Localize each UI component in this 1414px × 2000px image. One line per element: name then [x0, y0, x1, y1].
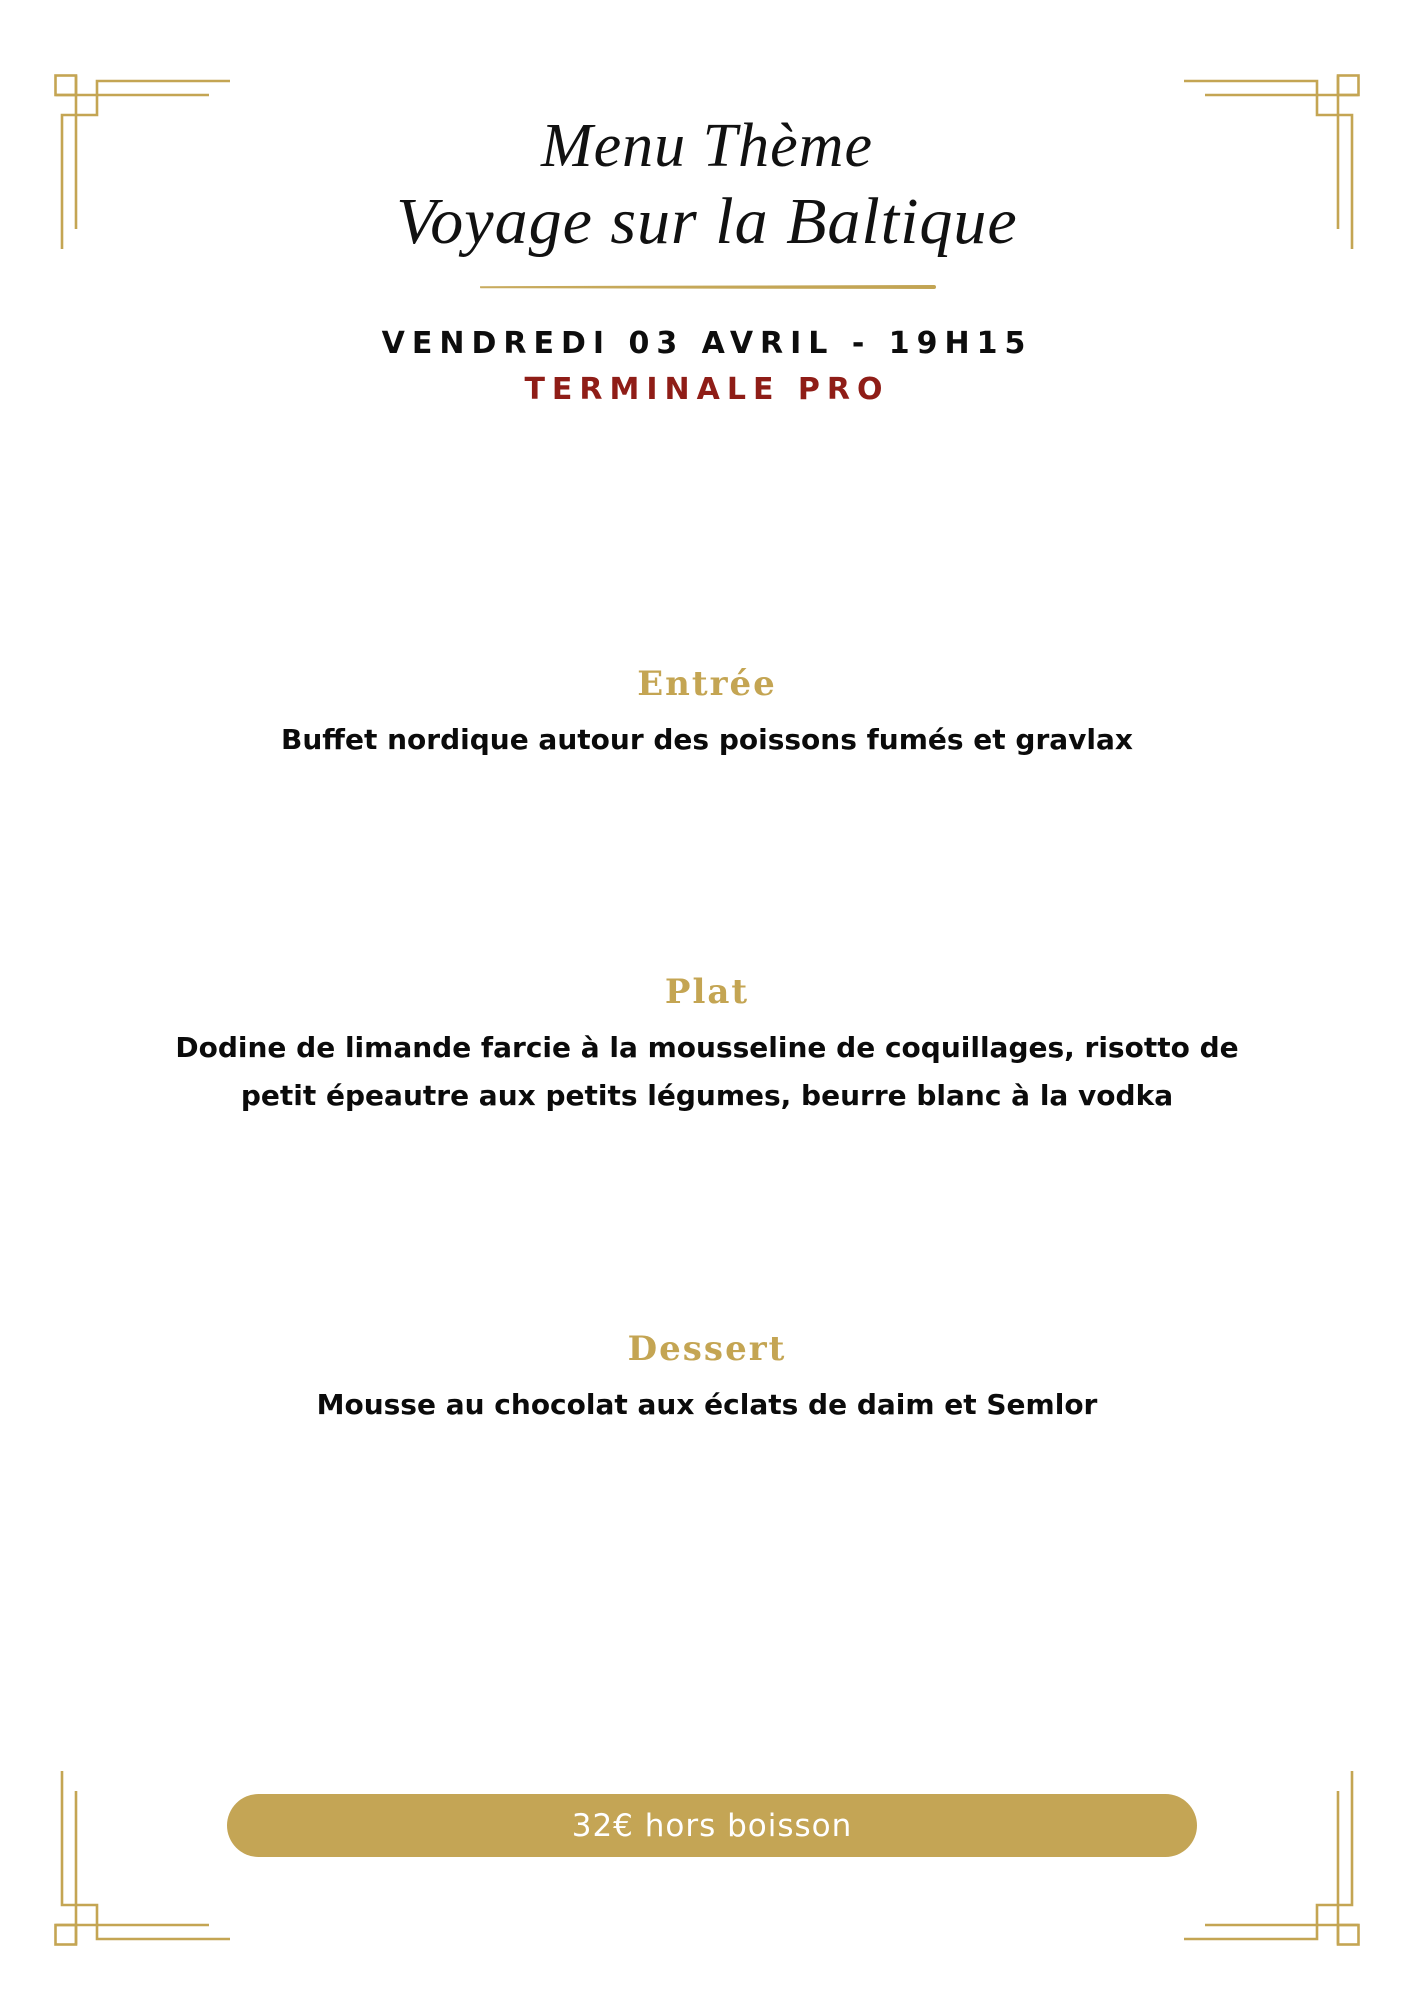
course-description-line-1: Dodine de limande farcie à la mousseline de coquillages, risotto de: [175, 1031, 1239, 1064]
event-date-time: VENDREDI 03 AVRIL - 19H15: [381, 326, 1033, 361]
price-label: 32€ hors boisson: [571, 1807, 853, 1844]
course-dessert: [0, 1329, 1414, 1429]
class-name: TERMINALE PRO: [524, 372, 890, 407]
course-plat: [0, 972, 1414, 1120]
price-banner: [227, 1794, 1197, 1857]
course-description: Buffet nordique autour des poissons fumés et gravlax: [281, 723, 1133, 756]
corner-ornament-bottom-left: [40, 1760, 240, 1960]
menu-title-line-2: Voyage sur la Baltique: [396, 185, 1018, 258]
menu-title: [0, 110, 1414, 262]
course-description-line-2: petit épeautre aux petits légumes, beurre blanc à la vodka: [240, 1079, 1174, 1112]
menu-title-line-1: Menu Thème: [541, 112, 873, 180]
course-description: Mousse au chocolat aux éclats de daim et Semlor: [316, 1388, 1098, 1421]
corner-ornament-bottom-right: [1174, 1760, 1374, 1960]
course-heading: Plat: [664, 972, 750, 1012]
title-underline-divider: [480, 285, 936, 289]
art-deco-corner-icon: [40, 1760, 240, 1960]
course-heading: Entrée: [637, 664, 777, 704]
course-heading: Dessert: [627, 1329, 787, 1369]
art-deco-corner-icon: [1174, 1760, 1374, 1960]
course-entree: [0, 664, 1414, 764]
course-description: [0, 1024, 1414, 1120]
